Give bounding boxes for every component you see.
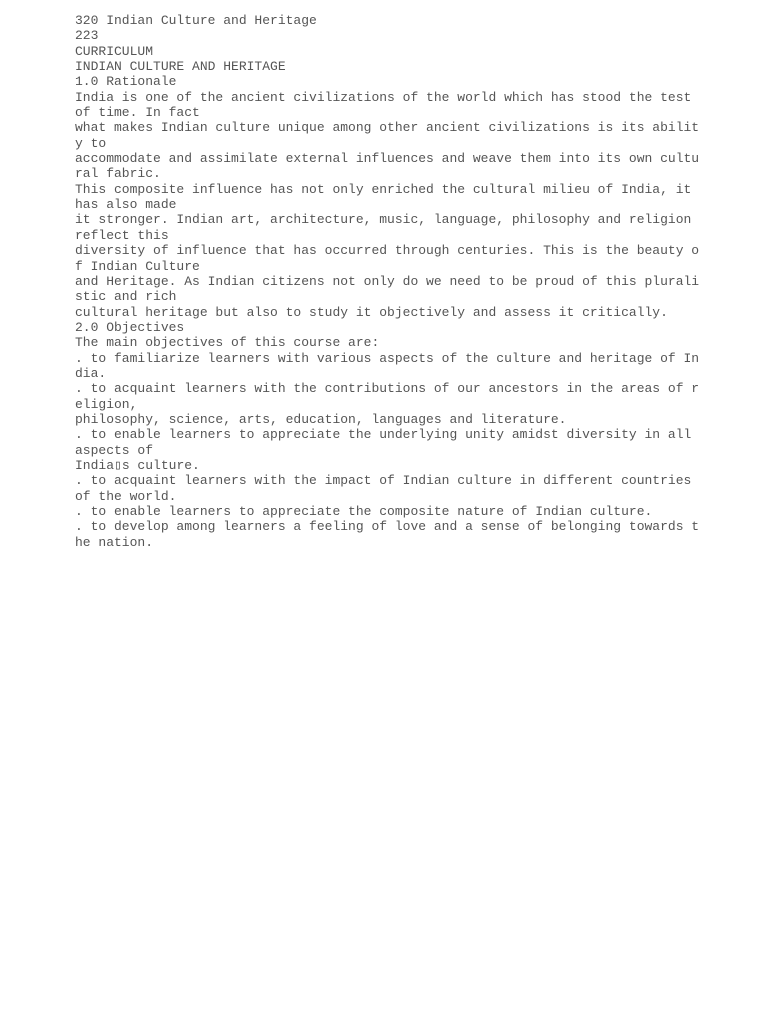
objective-item-line: . to enable learners to appreciate the composite nature of Indian culture. — [75, 504, 653, 519]
objective-item-line: dia. — [75, 365, 107, 381]
objective-item-line: he nation. — [75, 534, 154, 550]
header-line: 320 Indian Culture and Heritage — [75, 13, 317, 28]
curriculum-heading: CURRICULUM — [75, 43, 154, 59]
objective-item-line: India▯s culture. — [75, 457, 200, 473]
document-title: INDIAN CULTURE AND HERITAGE — [75, 59, 286, 75]
rationale-text-line: India is one of the ancient civilizations of the world which has stood the test — [75, 89, 692, 105]
objective-item-line: eligion, — [75, 396, 138, 412]
rationale-text-line: diversity of influence that has occurred through centuries. This is the beauty o — [75, 243, 700, 259]
objectives-intro: The main objectives of this course are: — [75, 335, 380, 351]
rationale-text-line: y to — [75, 135, 107, 151]
rationale-text-line: reflect this — [75, 227, 169, 243]
objective-item-line: . to acquaint learners with the contributions of our ancestors in the areas of r — [75, 381, 700, 397]
rationale-text-line: and Heritage. As Indian citizens not only do we need to be proud of this plurali — [75, 273, 700, 289]
rationale-heading: 1.0 Rationale — [75, 74, 177, 90]
rationale-text-line: accommodate and assimilate external influences and weave them into its own cultu — [75, 151, 700, 167]
objective-item-line: . to enable learners to appreciate the underlying unity amidst diversity in all — [75, 427, 692, 443]
objective-item-line: philosophy, science, arts, education, languages and literature. — [75, 411, 567, 427]
objective-item-line: . to acquaint learners with the impact of Indian culture in different countries — [75, 473, 692, 489]
page-number: 223 — [75, 28, 99, 44]
rationale-text-line: of time. In fact — [75, 105, 200, 121]
rationale-text-line: what makes Indian culture unique among other ancient civilizations is its abilit — [75, 120, 700, 136]
rationale-text-line: stic and rich — [75, 289, 177, 305]
rationale-text-line: it stronger. Indian art, architecture, music, language, philosophy and religion — [75, 212, 692, 228]
objective-item-line: . to develop among learners a feeling of love and a sense of belonging towards t — [75, 519, 700, 535]
rationale-text-line: f Indian Culture — [75, 258, 200, 274]
objective-item-line: of the world. — [75, 488, 177, 504]
document-page — [75, 13, 700, 550]
rationale-text-line: ral fabric. — [75, 166, 161, 182]
rationale-text-line: has also made — [75, 197, 177, 213]
objective-item-line: . to familiarize learners with various aspects of the culture and heritage of In — [75, 350, 700, 366]
objectives-heading: 2.0 Objectives — [75, 319, 185, 335]
objective-item-line: aspects of — [75, 442, 154, 458]
rationale-text-line: cultural heritage but also to study it objectively and assess it critically. — [75, 304, 668, 320]
rationale-text-line: This composite influence has not only enriched the cultural milieu of India, it — [75, 181, 692, 197]
